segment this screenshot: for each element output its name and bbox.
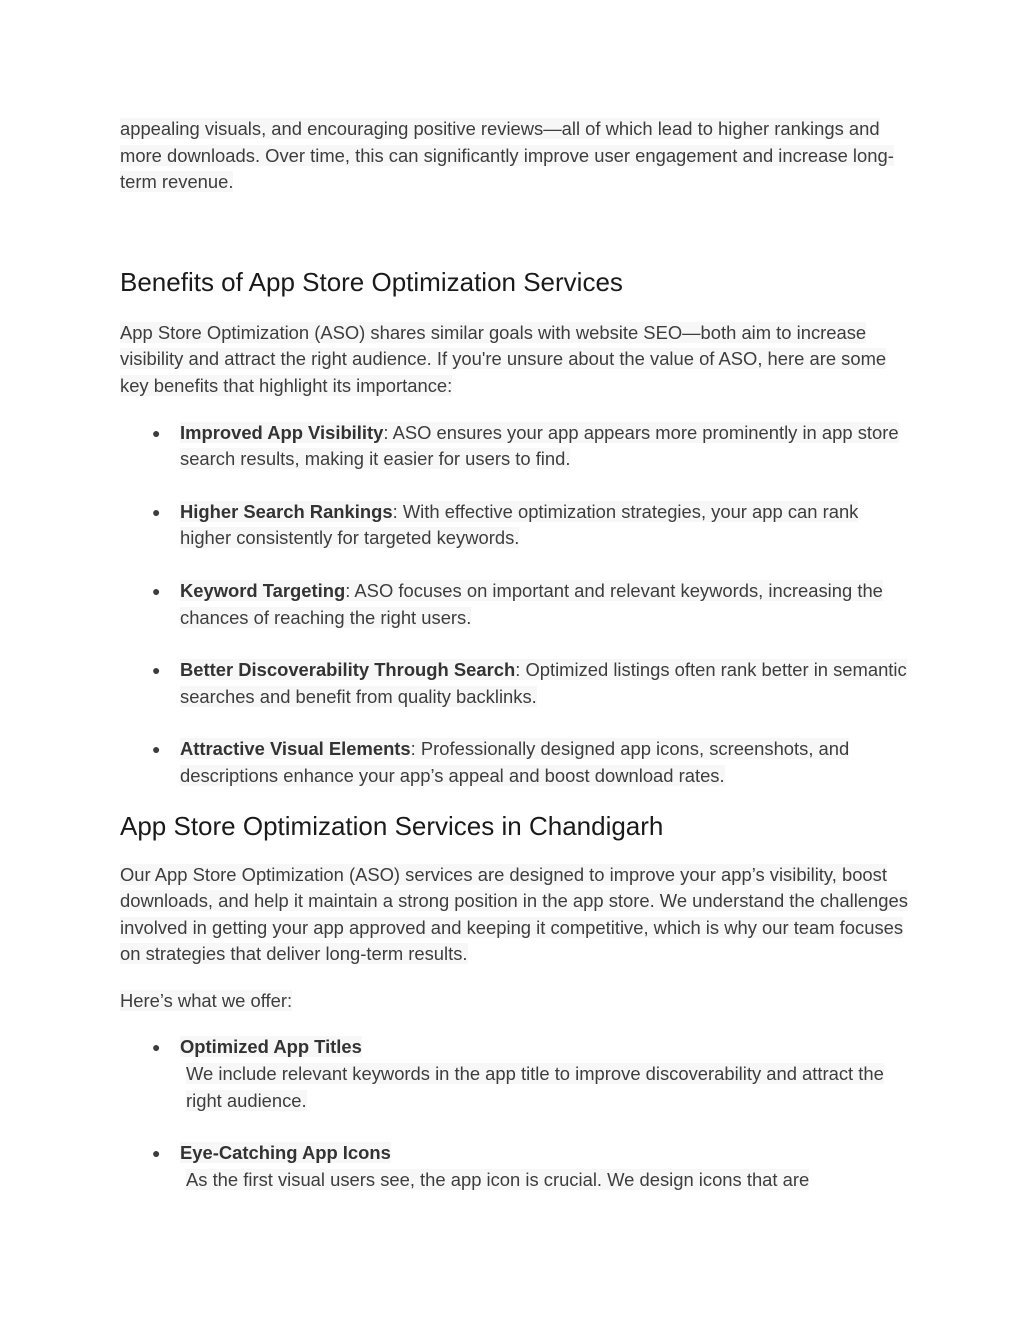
- document-page: [120, 116, 910, 1219]
- offer-intro: [120, 988, 910, 1015]
- offer-title: Eye-Catching App Icons: [180, 1142, 391, 1164]
- benefit-text: : Optimized listings often rank better in semantic searches and benefit from quality backlinks.: [180, 659, 907, 707]
- benefit-content: [180, 738, 849, 786]
- offer-desc-wrap: [180, 1167, 910, 1194]
- benefit-content: [180, 659, 907, 707]
- offer-text: We include relevant keywords in the app title to improve discoverability and attract the right audience.: [186, 1063, 884, 1111]
- benefit-title: Keyword Targeting: [180, 579, 346, 601]
- offer-text: As the first visual users see, the app icon is crucial. We design icons that are: [186, 1168, 810, 1190]
- bullet-icon: ●: [152, 582, 161, 599]
- benefit-item: [120, 499, 910, 552]
- offer-desc-wrap: [180, 1061, 910, 1114]
- benefit-item: [120, 736, 910, 789]
- offer-item: [120, 1034, 910, 1114]
- benefit-title: Better Discoverability Through Search: [180, 659, 516, 681]
- benefit-text: : Professionally designed app icons, screenshots, and descriptions enhance your app’s appeal and boost download rates.: [180, 738, 850, 786]
- benefit-content: [180, 422, 899, 470]
- bullet-icon: ●: [152, 1145, 161, 1162]
- offer-item: [120, 1140, 910, 1193]
- benefit-item: [120, 657, 910, 710]
- benefits-paragraph-text: App Store Optimization (ASO) shares similar goals with website SEO—both aim to increase visibility and attract the right audience. If you're unsure about the value of ASO, here are some key benefits that highlight its importance:: [120, 321, 887, 396]
- chandigarh-paragraph-text: Our App Store Optimization (ASO) services are designed to improve your app’s visibility, boost downloads, and help it maintain a strong position in the app store. We understand the challenges involved in getting your app approved and keeping it competitive, which is why our team focuses on strategies that deliver long-term results.: [120, 863, 908, 965]
- chandigarh-paragraph: [120, 862, 910, 968]
- benefit-text: : ASO ensures your app appears more prominently in app store search results, making it easier for users to find.: [180, 421, 899, 470]
- benefit-title: Higher Search Rankings: [180, 500, 393, 522]
- offer-list: [120, 1034, 910, 1193]
- benefit-item: [120, 420, 910, 473]
- benefits-paragraph: [120, 320, 910, 400]
- offer-intro-text: Here’s what we offer:: [120, 989, 293, 1011]
- bullet-icon: ●: [152, 662, 161, 679]
- benefit-title: Improved App Visibility: [180, 421, 384, 443]
- intro-paragraph: [120, 116, 910, 196]
- benefit-text: : ASO focuses on important and relevant keywords, increasing the chances of reaching the right users.: [180, 579, 883, 628]
- offer-title: Optimized App Titles: [180, 1036, 362, 1058]
- benefit-text: : With effective optimization strategies, your app can rank higher consistently for targeted keywords.: [180, 500, 859, 549]
- benefits-list: [120, 420, 910, 790]
- bullet-icon: ●: [152, 1039, 161, 1056]
- benefit-title: Attractive Visual Elements: [180, 738, 411, 760]
- bullet-icon: ●: [152, 741, 161, 758]
- bullet-icon: ●: [152, 503, 161, 520]
- benefit-content: [180, 580, 883, 628]
- benefits-heading: Benefits of App Store Optimization Services: [120, 266, 623, 297]
- intro-text: appealing visuals, and encouraging positive reviews—all of which lead to higher rankings and more downloads. Over time, this can significantly improve user engagement and increase long-term revenue.: [120, 118, 894, 193]
- benefit-content: [180, 501, 858, 549]
- chandigarh-heading: App Store Optimization Services in Chandigarh: [120, 810, 664, 841]
- benefit-item: [120, 578, 910, 631]
- bullet-icon: ●: [152, 424, 161, 441]
